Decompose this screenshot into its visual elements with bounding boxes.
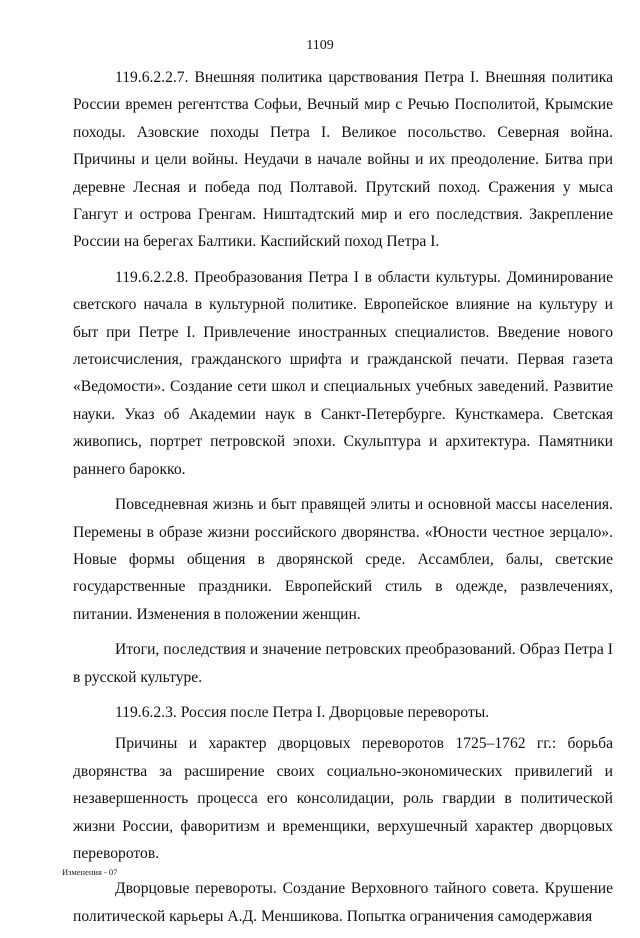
footer-revision-note: Изменения - 07: [62, 867, 118, 877]
page-body: [73, 64, 613, 938]
paragraph-results-of-reforms: Итоги, последствия и значение петровских преобразований. Образ Петра I в русской культуре.: [73, 641, 613, 686]
paragraph-palace-coups-events: Дворцовые перевороты. Создание Верховного тайного совета. Крушение политической карьеры А.Д. Меншикова. Попытка ограничения самодержавия: [73, 880, 613, 925]
paragraph-everyday-life-elite: Повседневная жизнь и быт правящей элиты и основной массы населения. Перемены в образе жизни российского дворянства. «Юности честное зерцало». Новые формы общения в дворянской среде. Ассамблеи, балы, светские государственные праздники. Европейский стиль в одежде, развлечениях, питании. Изменения в положении женщин.: [73, 496, 613, 623]
section-heading-palace-coups: 119.6.2.3. Россия после Петра I. Дворцовые перевороты.: [115, 703, 490, 721]
paragraph-foreign-policy-peter-i: 119.6.2.2.7. Внешняя политика царствования Петра I. Внешняя политика России времен регентства Софьи, Вечный мир с Речью Посполитой, Крымские походы. Азовские походы Петра I. Великое посольство. Северная война. Причины и цели войны. Неудачи в начале войны и их преодоление. Битва при деревне Лесная и победа под Полтавой. Прутский поход. Сражения у мыса Гангут и острова Гренгам. Ништадтский мир и его последствия. Закрепление России на берегах Балтики. Каспийский поход Петра I.: [73, 69, 613, 251]
page-number: 1109: [306, 38, 334, 53]
paragraph-culture-reforms-peter-i: 119.6.2.2.8. Преобразования Петра I в области культуры. Доминирование светского начала в культурной политике. Европейское влияние на культуру и быт при Петре I. Привлечение иностранных специалистов. Введение нового летоисчисления, гражданского шрифта и гражданской печати. Первая газета «Ведомости». Создание сети школ и специальных учебных заведений. Развитие науки. Указ об Академии наук в Санкт-Петербурге. Кунсткамера. Светская живопись, портрет петровской эпохи. Скульптура и архитектура. Памятники раннего барокко.: [73, 268, 613, 478]
paragraph-causes-of-palace-coups: Причины и характер дворцовых переворотов 1725–1762 гг.: борьба дворянства за расширение своих социально-экономических привилегий и незавершенность процесса его консолидации, роль гвардии в политической жизни России, фаворитизм и временщики, верхушечный характер дворцовых переворотов.: [73, 735, 613, 862]
